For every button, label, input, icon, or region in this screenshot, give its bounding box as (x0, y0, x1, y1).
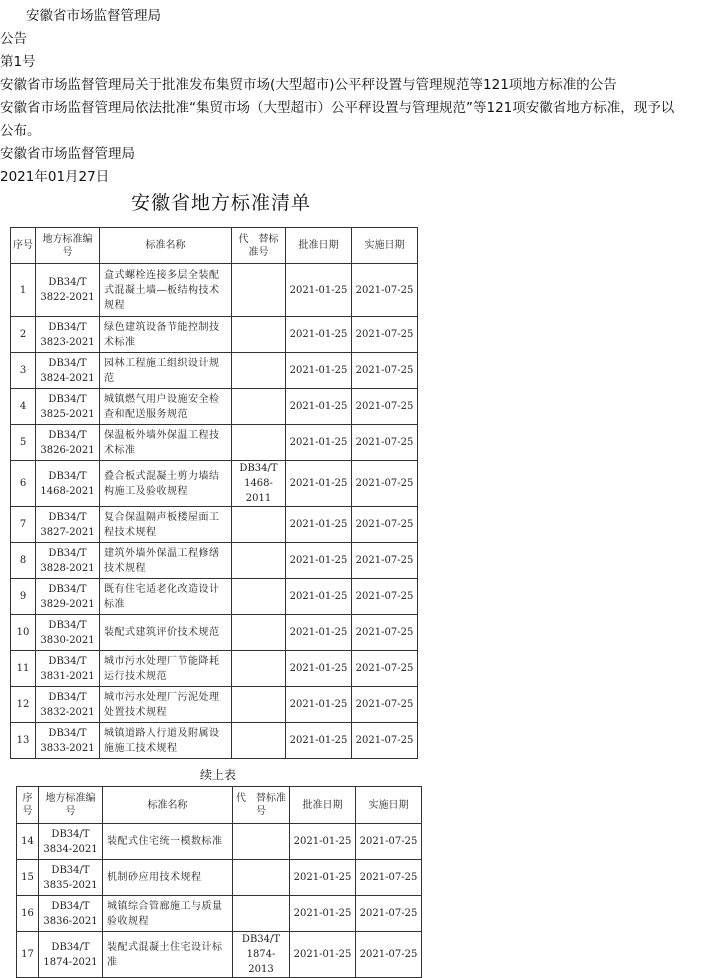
cell-implement-date: 2021-07-25 (352, 651, 418, 687)
table-row (11, 264, 418, 317)
cell-implement-date: 2021-07-25 (352, 461, 418, 507)
cell-approve-date: 2021-01-25 (290, 896, 356, 932)
cell-name: 城镇道路人行道及附属设施施工技术规程 (100, 723, 232, 759)
cell-replaced (232, 651, 286, 687)
cell-seq: 12 (11, 687, 36, 723)
cell-seq: 11 (11, 651, 36, 687)
table-body (11, 264, 418, 759)
cell-std-no: DB34/T 3826-2021 (36, 425, 100, 461)
table-row (17, 824, 422, 860)
cell-replaced (233, 824, 290, 860)
cell-implement-date: 2021-07-25 (352, 543, 418, 579)
table-row (11, 317, 418, 353)
signature-org: 安徽省市场监督管理局 (0, 146, 135, 162)
cell-name: 叠合板式混凝土剪力墙结构施工及验收规程 (100, 461, 232, 507)
table-header-row (11, 228, 418, 264)
notice-body-line-1: 安徽省市场监督管理局依法批准“集贸市场（大型超市）公平秤设置与管理规范”等121项安徽省地方标准，现予以 (0, 100, 675, 116)
cell-approve-date: 2021-01-25 (286, 425, 352, 461)
cell-std-no: DB34/T 1468-2021 (36, 461, 100, 507)
cell-replaced (232, 723, 286, 759)
table-title: 安徽省地方标准清单 (131, 192, 312, 214)
cell-name: 机制砂应用技术规程 (103, 860, 233, 896)
cell-implement-date: 2021-07-25 (352, 425, 418, 461)
cell-replaced: DB34/T 1468-2011 (232, 461, 286, 507)
cell-implement-date: 2021-07-25 (352, 507, 418, 543)
notice-date: 2021年01月27日 (0, 169, 110, 185)
cell-seq: 8 (11, 543, 36, 579)
cell-std-no: DB34/T 3829-2021 (36, 579, 100, 615)
cell-seq: 4 (11, 389, 36, 425)
cell-name: 城市污水处理厂污泥处理处置技术规程 (100, 687, 232, 723)
notice-title: 安徽省市场监督管理局关于批准发布集贸市场(大型超市)公平秤设置与管理规范等121项地方标准的公告 (0, 77, 617, 93)
cell-approve-date: 2021-01-25 (290, 860, 356, 896)
cell-approve-date: 2021-01-25 (286, 461, 352, 507)
table-row (11, 389, 418, 425)
continued-label: 续上表 (200, 768, 237, 782)
table-row (11, 543, 418, 579)
cell-replaced (232, 264, 286, 317)
notice-body-line-2: 公布。 (0, 123, 41, 139)
cell-replaced (232, 507, 286, 543)
cell-seq: 13 (11, 723, 36, 759)
col-approve-date: 批准日期 (290, 787, 356, 824)
cell-seq: 17 (17, 932, 39, 978)
cell-implement-date: 2021-07-25 (356, 824, 422, 860)
col-std-no: 地方标准编 号 (39, 787, 103, 824)
col-std-no: 地方标准编 号 (36, 228, 100, 264)
cell-approve-date: 2021-01-25 (286, 317, 352, 353)
cell-name: 城镇燃气用户设施安全检查和配送服务规范 (100, 389, 232, 425)
cell-name: 装配式建筑评价技术规范 (100, 615, 232, 651)
cell-std-no: DB34/T 1874-2021 (39, 932, 103, 978)
cell-approve-date: 2021-01-25 (290, 932, 356, 978)
cell-implement-date: 2021-07-25 (352, 615, 418, 651)
cell-approve-date: 2021-01-25 (286, 353, 352, 389)
cell-name: 城市污水处理厂节能降耗运行技术规范 (100, 651, 232, 687)
col-approve-date: 批准日期 (286, 228, 352, 264)
cell-std-no: DB34/T 3835-2021 (39, 860, 103, 896)
cell-replaced (232, 389, 286, 425)
cell-approve-date: 2021-01-25 (286, 507, 352, 543)
cell-implement-date: 2021-07-25 (352, 317, 418, 353)
cell-seq: 9 (11, 579, 36, 615)
cell-implement-date: 2021-07-25 (352, 389, 418, 425)
cell-std-no: DB34/T 3836-2021 (39, 896, 103, 932)
cell-seq: 1 (11, 264, 36, 317)
cell-name: 复合保温隔声板楼屋面工程技术规程 (100, 507, 232, 543)
col-seq: 序号 (11, 228, 36, 264)
cell-name: 装配式混凝土住宅设计标准 (103, 932, 233, 978)
cell-seq: 3 (11, 353, 36, 389)
cell-seq: 6 (11, 461, 36, 507)
table-row (17, 896, 422, 932)
table-row (11, 461, 418, 507)
cell-implement-date: 2021-07-25 (352, 723, 418, 759)
cell-approve-date: 2021-01-25 (286, 651, 352, 687)
cell-approve-date: 2021-01-25 (286, 723, 352, 759)
cell-seq: 5 (11, 425, 36, 461)
cell-std-no: DB34/T 3831-2021 (36, 651, 100, 687)
cell-implement-date: 2021-07-25 (356, 896, 422, 932)
cell-implement-date: 2021-07-25 (352, 687, 418, 723)
col-implement-date: 实施日期 (356, 787, 422, 824)
cell-std-no: DB34/T 3822-2021 (36, 264, 100, 317)
cell-seq: 2 (11, 317, 36, 353)
cell-replaced (233, 896, 290, 932)
cell-replaced (232, 687, 286, 723)
cell-implement-date: 2021-07-25 (356, 932, 422, 978)
cell-replaced (232, 353, 286, 389)
cell-name: 保温板外墙外保温工程技术标准 (100, 425, 232, 461)
cell-approve-date: 2021-01-25 (290, 824, 356, 860)
cell-name: 装配式住宅统一模数标准 (103, 824, 233, 860)
cell-std-no: DB34/T 3832-2021 (36, 687, 100, 723)
table-row (11, 615, 418, 651)
table-row (11, 687, 418, 723)
cell-approve-date: 2021-01-25 (286, 615, 352, 651)
cell-seq: 15 (17, 860, 39, 896)
table-body-continued (17, 824, 422, 978)
cell-approve-date: 2021-01-25 (286, 264, 352, 317)
cell-implement-date: 2021-07-25 (352, 353, 418, 389)
cell-approve-date: 2021-01-25 (286, 687, 352, 723)
notice-type: 公告 (0, 31, 27, 47)
col-seq: 序号 (17, 787, 39, 824)
cell-implement-date: 2021-07-25 (352, 579, 418, 615)
table-row (11, 353, 418, 389)
table-row (11, 579, 418, 615)
cell-replaced: DB34/T 1874-2013 (233, 932, 290, 978)
col-name: 标准名称 (100, 228, 232, 264)
table-row (11, 507, 418, 543)
cell-name: 既有住宅适老化改造设计标准 (100, 579, 232, 615)
col-name: 标准名称 (103, 787, 233, 824)
cell-seq: 14 (17, 824, 39, 860)
table-row (17, 860, 422, 896)
cell-std-no: DB34/T 3830-2021 (36, 615, 100, 651)
cell-replaced (232, 579, 286, 615)
cell-approve-date: 2021-01-25 (286, 389, 352, 425)
cell-std-no: DB34/T 3833-2021 (36, 723, 100, 759)
cell-std-no: DB34/T 3828-2021 (36, 543, 100, 579)
table-header-row (17, 787, 422, 824)
notice-number: 第1号 (0, 54, 36, 70)
cell-name: 绿色建筑设备节能控制技术标准 (100, 317, 232, 353)
cell-std-no: DB34/T 3824-2021 (36, 353, 100, 389)
standards-table (10, 227, 418, 759)
cell-replaced (233, 860, 290, 896)
cell-replaced (232, 615, 286, 651)
table-row (11, 723, 418, 759)
cell-name: 建筑外墙外保温工程修缮技术规程 (100, 543, 232, 579)
cell-name: 园林工程施工组织设计规范 (100, 353, 232, 389)
cell-std-no: DB34/T 3834-2021 (39, 824, 103, 860)
cell-approve-date: 2021-01-25 (286, 543, 352, 579)
cell-replaced (232, 317, 286, 353)
cell-implement-date: 2021-07-25 (352, 264, 418, 317)
cell-name: 盒式螺栓连接多层全装配式混凝土墙—板结构技术规程 (100, 264, 232, 317)
col-implement-date: 实施日期 (352, 228, 418, 264)
cell-seq: 10 (11, 615, 36, 651)
cell-replaced (232, 425, 286, 461)
cell-approve-date: 2021-01-25 (286, 579, 352, 615)
table-row (11, 425, 418, 461)
cell-std-no: DB34/T 3827-2021 (36, 507, 100, 543)
cell-seq: 7 (11, 507, 36, 543)
cell-std-no: DB34/T 3825-2021 (36, 389, 100, 425)
cell-replaced (232, 543, 286, 579)
table-row (11, 651, 418, 687)
cell-name: 城镇综合管廊施工与质量验收规程 (103, 896, 233, 932)
header-org-name: 安徽省市场监督管理局 (26, 8, 161, 24)
standards-table-continued (16, 786, 422, 978)
col-replaced: 代 替标准号 (233, 787, 290, 824)
cell-seq: 16 (17, 896, 39, 932)
cell-std-no: DB34/T 3823-2021 (36, 317, 100, 353)
col-replaced: 代 替标准号 (232, 228, 286, 264)
cell-implement-date: 2021-07-25 (356, 860, 422, 896)
